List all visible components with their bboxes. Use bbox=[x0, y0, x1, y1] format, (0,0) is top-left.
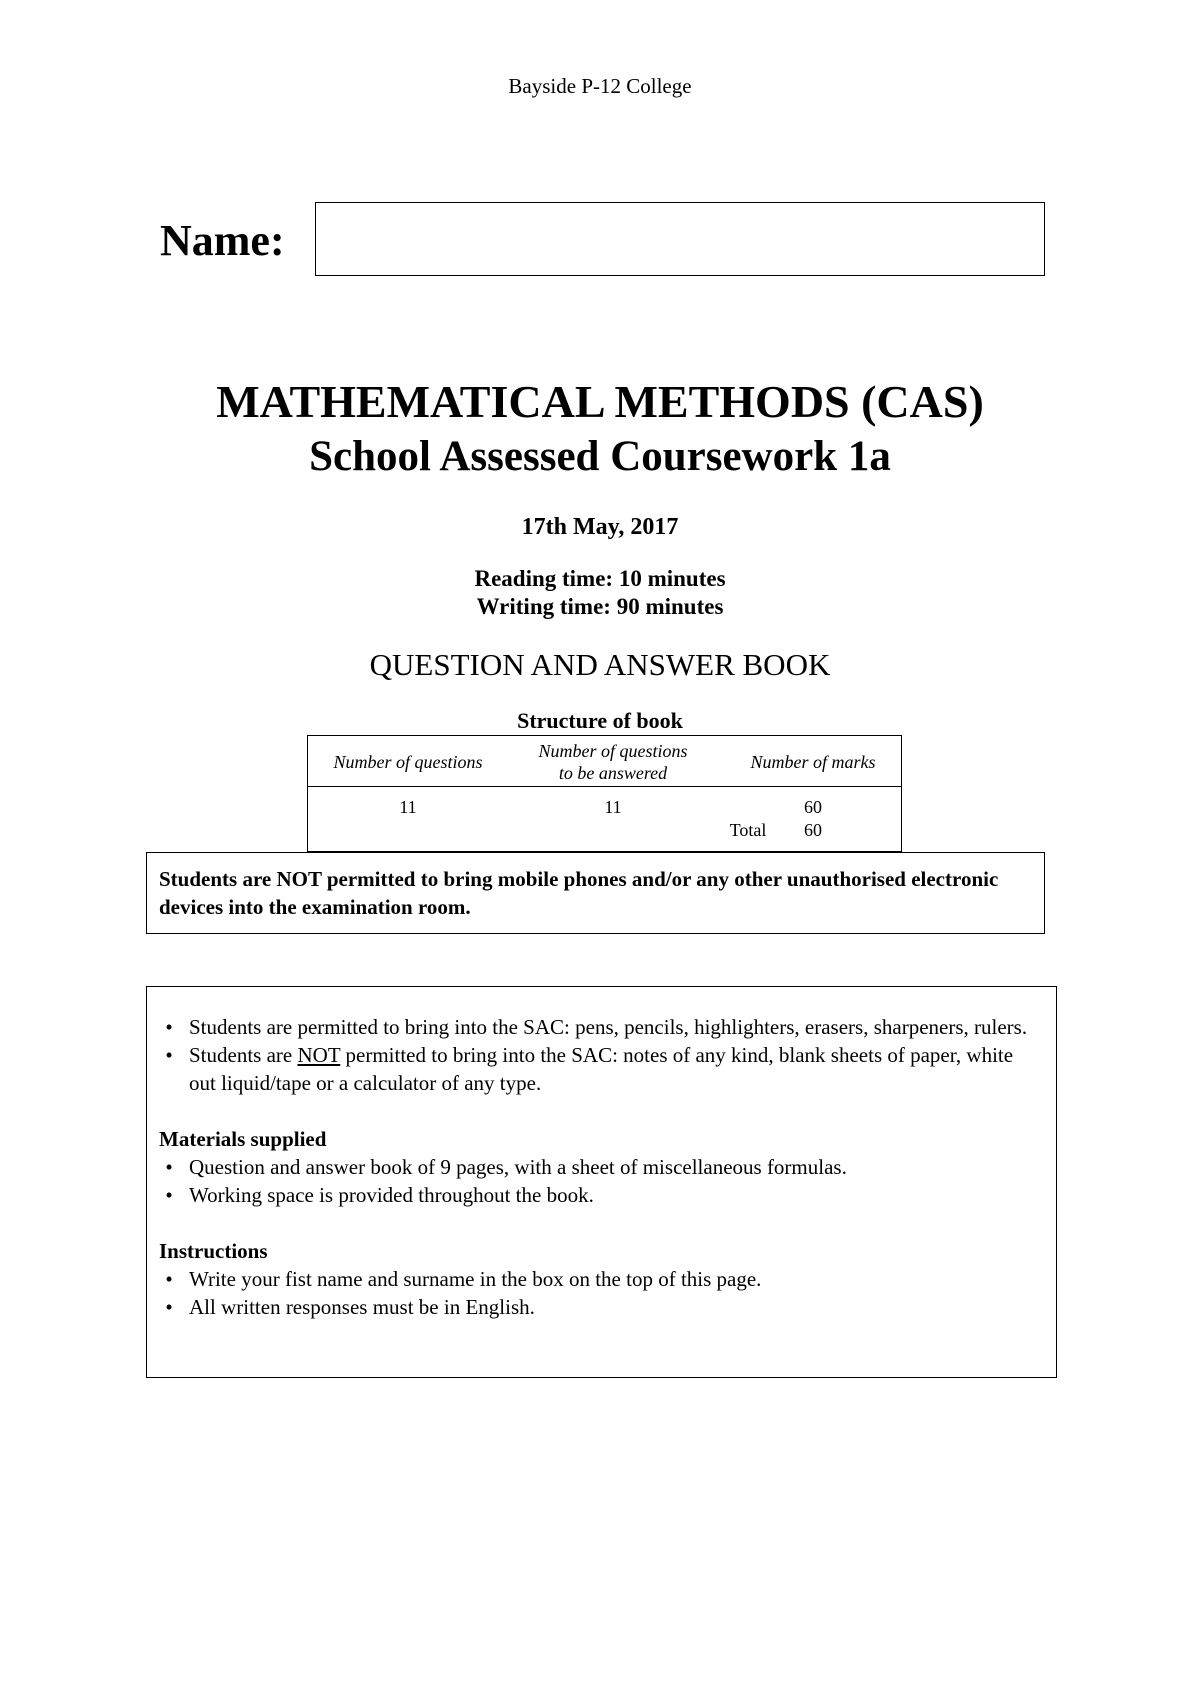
header-line-2: to be answered bbox=[558, 762, 668, 783]
list-item bbox=[159, 1041, 1044, 1097]
bullet-icon: • bbox=[165, 1015, 173, 1039]
structure-table bbox=[307, 735, 902, 852]
cell-marks: 60 bbox=[804, 797, 822, 817]
bullet-icon: • bbox=[165, 1267, 173, 1291]
list-item bbox=[159, 1181, 1044, 1209]
writing-time: Writing time: 90 minutes bbox=[476, 594, 724, 619]
subject-title: MATHEMATICAL METHODS (CAS) bbox=[216, 376, 984, 427]
materials-item-text: Question and answer book of 9 pages, with a sheet of miscellaneous formulas. bbox=[189, 1155, 847, 1179]
instructions-list bbox=[159, 1265, 1044, 1321]
header-text: Number of marks bbox=[750, 751, 876, 772]
bullet-icon: • bbox=[165, 1043, 173, 1067]
header-text bbox=[538, 740, 687, 784]
exam-information-box bbox=[146, 986, 1057, 1378]
materials-list bbox=[159, 1153, 1044, 1209]
list-item bbox=[159, 1013, 1044, 1041]
cell-questions-to-answer: 11 bbox=[604, 797, 622, 817]
header-text: Number of questions bbox=[333, 751, 483, 772]
device-warning-text: Students are NOT permitted to bring mobile phones and/or any other unauthorised electronic devices into the examination room. bbox=[159, 867, 999, 919]
list-item bbox=[159, 1265, 1044, 1293]
structure-title: Structure of book bbox=[517, 708, 683, 733]
school-name: Bayside P-12 College bbox=[508, 74, 692, 98]
materials-item-text: Working space is provided throughout the book. bbox=[189, 1183, 594, 1207]
bullet-icon: • bbox=[165, 1295, 173, 1319]
name-input-box[interactable] bbox=[315, 202, 1045, 276]
total-label: Total bbox=[729, 820, 767, 840]
cell-questions: 11 bbox=[399, 797, 417, 817]
materials-heading: Materials supplied bbox=[159, 1127, 327, 1151]
name-label: Name: bbox=[160, 216, 285, 265]
instructions-item-text: All written responses must be in English. bbox=[189, 1295, 535, 1319]
reading-time: Reading time: 10 minutes bbox=[474, 566, 726, 591]
instructions-item-text: Write your fist name and surname in the box on the top of this page. bbox=[189, 1267, 762, 1291]
header-number-of-questions bbox=[308, 736, 508, 787]
book-type-heading: QUESTION AND ANSWER BOOK bbox=[369, 647, 831, 682]
permissions-list bbox=[159, 1013, 1044, 1097]
not-emphasis: NOT bbox=[297, 1043, 341, 1067]
allowed-items-text: Students are permitted to bring into the SAC: pens, pencils, highlighters, erasers, sharpeners, rulers. bbox=[189, 1015, 1028, 1039]
exam-date: 17th May, 2017 bbox=[521, 514, 679, 540]
list-item bbox=[159, 1153, 1044, 1181]
assessment-title: School Assessed Coursework 1a bbox=[309, 433, 891, 480]
header-questions-to-answer bbox=[503, 736, 723, 787]
structure-table-header bbox=[308, 736, 901, 787]
instructions-heading: Instructions bbox=[159, 1239, 268, 1263]
header-number-of-marks bbox=[703, 736, 923, 787]
not-allowed-prefix: Students are bbox=[189, 1043, 298, 1067]
bullet-icon: • bbox=[165, 1183, 173, 1207]
device-warning-box bbox=[146, 852, 1045, 934]
not-allowed-suffix: permitted to bring into the SAC: notes of any kind, blank sheets of paper, white out liquid/tape or a calculator of any type. bbox=[189, 1043, 1014, 1095]
list-item bbox=[159, 1293, 1044, 1321]
bullet-icon: • bbox=[165, 1155, 173, 1179]
total-value: 60 bbox=[804, 820, 822, 840]
not-allowed-items-text bbox=[189, 1043, 1013, 1095]
header-line-1: Number of questions bbox=[538, 740, 688, 761]
